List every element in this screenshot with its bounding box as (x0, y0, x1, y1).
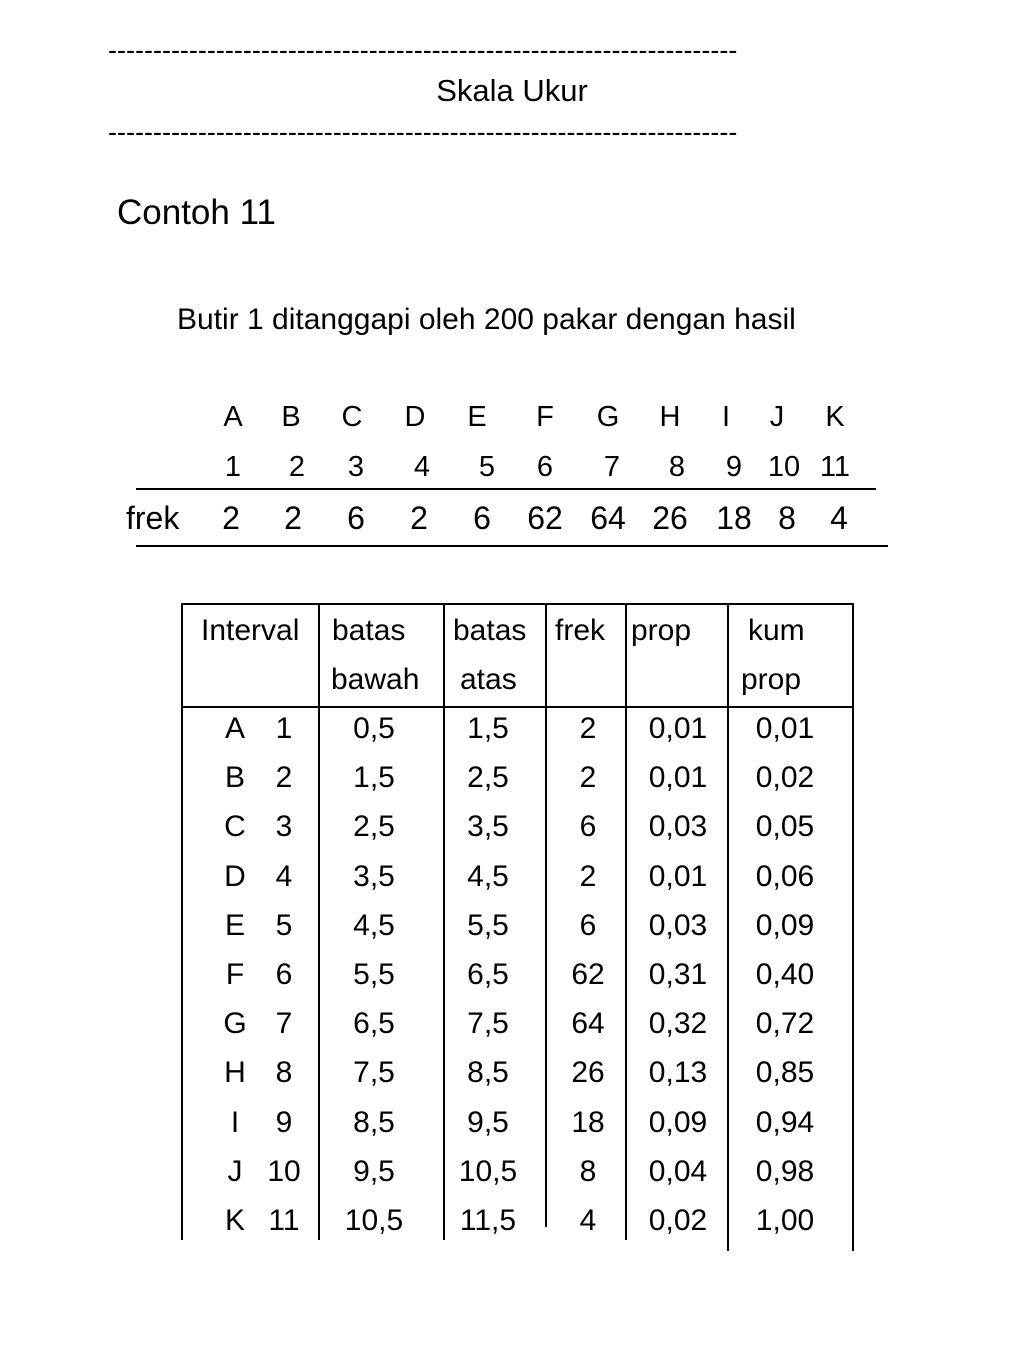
freq-number: 10 (767, 451, 801, 483)
freq-letter: J (769, 401, 785, 433)
cell-num: 5 (275, 908, 293, 942)
cell-num: 9 (275, 1105, 293, 1139)
freq-value: 26 (652, 500, 688, 536)
cell-freq: 2 (579, 712, 597, 745)
freq-letter: I (721, 401, 731, 433)
header-upper-2: atas (460, 663, 517, 696)
cell-cum: 0,06 (755, 859, 815, 893)
cell-cum: 0,05 (755, 810, 815, 844)
freq-number: 2 (288, 451, 306, 483)
cell-cum: 0,85 (755, 1056, 815, 1090)
cell-freq: 62 (571, 958, 605, 991)
cell-freq: 18 (571, 1105, 605, 1139)
header-interval: Interval (201, 614, 300, 647)
table-col-divider (545, 603, 547, 1227)
cell-freq: 6 (579, 908, 597, 942)
freq-letter: A (223, 401, 243, 433)
freq-value: 62 (527, 500, 563, 536)
cell-upper: 8,5 (467, 1056, 509, 1090)
cell-lower: 8,5 (353, 1105, 395, 1139)
cell-prop: 0,02 (648, 1204, 708, 1237)
cell-lower: 3,5 (353, 859, 395, 893)
cell-num: 8 (275, 1056, 293, 1090)
table-header-divider (181, 706, 853, 708)
cell-freq: 2 (579, 859, 597, 893)
freq-letter: B (281, 401, 301, 433)
freq-table-divider (136, 488, 876, 490)
cell-upper: 2,5 (467, 761, 509, 795)
cell-prop: 0,32 (648, 1007, 708, 1041)
cell-upper: 7,5 (467, 1007, 509, 1041)
table-right-border (852, 603, 854, 1251)
freq-value: 2 (222, 500, 240, 536)
cell-letter: A (224, 712, 245, 745)
cell-cum: 0,01 (755, 712, 815, 745)
example-heading: Contoh 11 (117, 193, 276, 232)
cell-upper: 1,5 (467, 712, 509, 745)
table-left-border (181, 603, 183, 1240)
cell-upper: 6,5 (467, 958, 509, 991)
cell-upper: 3,5 (467, 810, 509, 844)
cell-lower: 10,5 (344, 1204, 404, 1237)
cell-cum: 0,02 (755, 761, 815, 795)
freq-number: 5 (478, 451, 496, 483)
cell-lower: 1,5 (353, 761, 395, 795)
cell-cum: 0,72 (755, 1007, 815, 1041)
cell-num: 3 (275, 810, 293, 844)
cell-freq: 4 (579, 1204, 597, 1237)
cell-num: 1 (275, 712, 293, 745)
freq-letter: E (467, 401, 487, 433)
header-prop: prop (631, 614, 692, 647)
cell-num: 7 (275, 1007, 293, 1041)
table-top-border (181, 603, 853, 605)
cell-freq: 6 (579, 810, 597, 844)
freq-letter: K (825, 401, 845, 433)
freq-value: 64 (590, 500, 626, 536)
freq-value: 4 (830, 500, 848, 536)
header-cum-1: kum (748, 614, 805, 647)
cell-cum: 0,98 (755, 1154, 815, 1188)
cell-letter: F (225, 958, 245, 991)
cell-letter: D (224, 859, 246, 893)
header-upper-1: batas (453, 614, 527, 647)
cell-letter: H (224, 1056, 246, 1090)
header-cum-2: prop (741, 663, 802, 696)
cell-letter: K (224, 1204, 245, 1237)
cell-num: 11 (268, 1204, 300, 1237)
cell-letter: B (224, 761, 245, 795)
cell-freq: 2 (579, 761, 597, 795)
cell-letter: C (224, 810, 246, 844)
cell-num: 10 (267, 1154, 301, 1188)
cell-cum: 0,40 (755, 958, 815, 991)
freq-letter: C (341, 401, 363, 433)
cell-num: 4 (275, 859, 293, 893)
freq-table-bottom-rule (136, 545, 888, 547)
cell-prop: 0,31 (648, 958, 708, 991)
cell-prop: 0,03 (648, 810, 708, 844)
cell-letter: I (230, 1105, 240, 1139)
cell-lower: 6,5 (353, 1007, 395, 1041)
freq-number: 1 (224, 451, 242, 483)
cell-lower: 2,5 (353, 810, 395, 844)
cell-prop: 0,01 (648, 712, 708, 745)
cell-prop: 0,04 (648, 1154, 708, 1188)
freq-value: 2 (284, 500, 302, 536)
freq-number: 6 (536, 451, 554, 483)
cell-prop: 0,01 (648, 859, 708, 893)
cell-cum: 0,94 (755, 1105, 815, 1139)
table-col-divider (318, 603, 320, 1240)
cell-prop: 0,03 (648, 908, 708, 942)
cell-cum: 0,09 (755, 908, 815, 942)
freq-number: 4 (413, 451, 431, 483)
freq-value: 6 (473, 500, 491, 536)
cell-num: 2 (275, 761, 293, 795)
freq-letter: G (596, 401, 620, 433)
header-lower-2: bawah (331, 663, 420, 696)
freq-number: 9 (725, 451, 743, 483)
cell-lower: 0,5 (353, 712, 395, 745)
cell-letter: J (227, 1154, 243, 1188)
cell-prop: 0,13 (648, 1056, 708, 1090)
cell-freq: 26 (571, 1056, 605, 1090)
cell-num: 6 (275, 958, 293, 991)
cell-upper: 11,5 (459, 1204, 517, 1237)
freq-number: 7 (603, 451, 621, 483)
cell-lower: 4,5 (353, 908, 395, 942)
header-rule-bottom: ---------------------------------------------------------------------- (108, 117, 738, 147)
interval-table (181, 603, 854, 1253)
table-col-divider (625, 603, 627, 1240)
cell-upper: 5,5 (467, 908, 509, 942)
cell-letter: E (224, 908, 245, 942)
slide-title: Skala Ukur (436, 73, 588, 108)
freq-number: 8 (668, 451, 686, 483)
freq-value: 2 (410, 500, 428, 536)
freq-value: 8 (778, 500, 796, 536)
freq-letter: H (659, 401, 681, 433)
cell-freq: 64 (571, 1007, 605, 1041)
cell-lower: 5,5 (353, 958, 395, 991)
cell-upper: 4,5 (467, 859, 509, 893)
freq-value: 18 (716, 500, 752, 536)
freq-number: 11 (819, 451, 851, 483)
cell-freq: 8 (579, 1154, 597, 1188)
header-freq: frek (555, 614, 606, 647)
cell-lower: 7,5 (353, 1056, 395, 1090)
intro-text: Butir 1 ditanggapi oleh 200 pakar dengan hasil (177, 303, 796, 336)
cell-prop: 0,01 (648, 761, 708, 795)
cell-upper: 10,5 (458, 1154, 518, 1188)
header-lower-1: batas (332, 614, 406, 647)
cell-cum: 1,00 (755, 1204, 815, 1237)
table-col-divider (727, 603, 729, 1251)
table-col-divider (443, 603, 445, 1240)
cell-letter: G (223, 1007, 247, 1041)
freq-number: 3 (347, 451, 365, 483)
cell-lower: 9,5 (353, 1154, 395, 1188)
freq-letter: F (536, 401, 554, 433)
freq-row-label: frek (126, 500, 180, 536)
cell-upper: 9,5 (467, 1105, 509, 1139)
header-rule-top: ---------------------------------------------------------------------- (108, 35, 738, 65)
freq-value: 6 (347, 500, 365, 536)
freq-letter: D (404, 401, 426, 433)
cell-prop: 0,09 (648, 1105, 708, 1139)
